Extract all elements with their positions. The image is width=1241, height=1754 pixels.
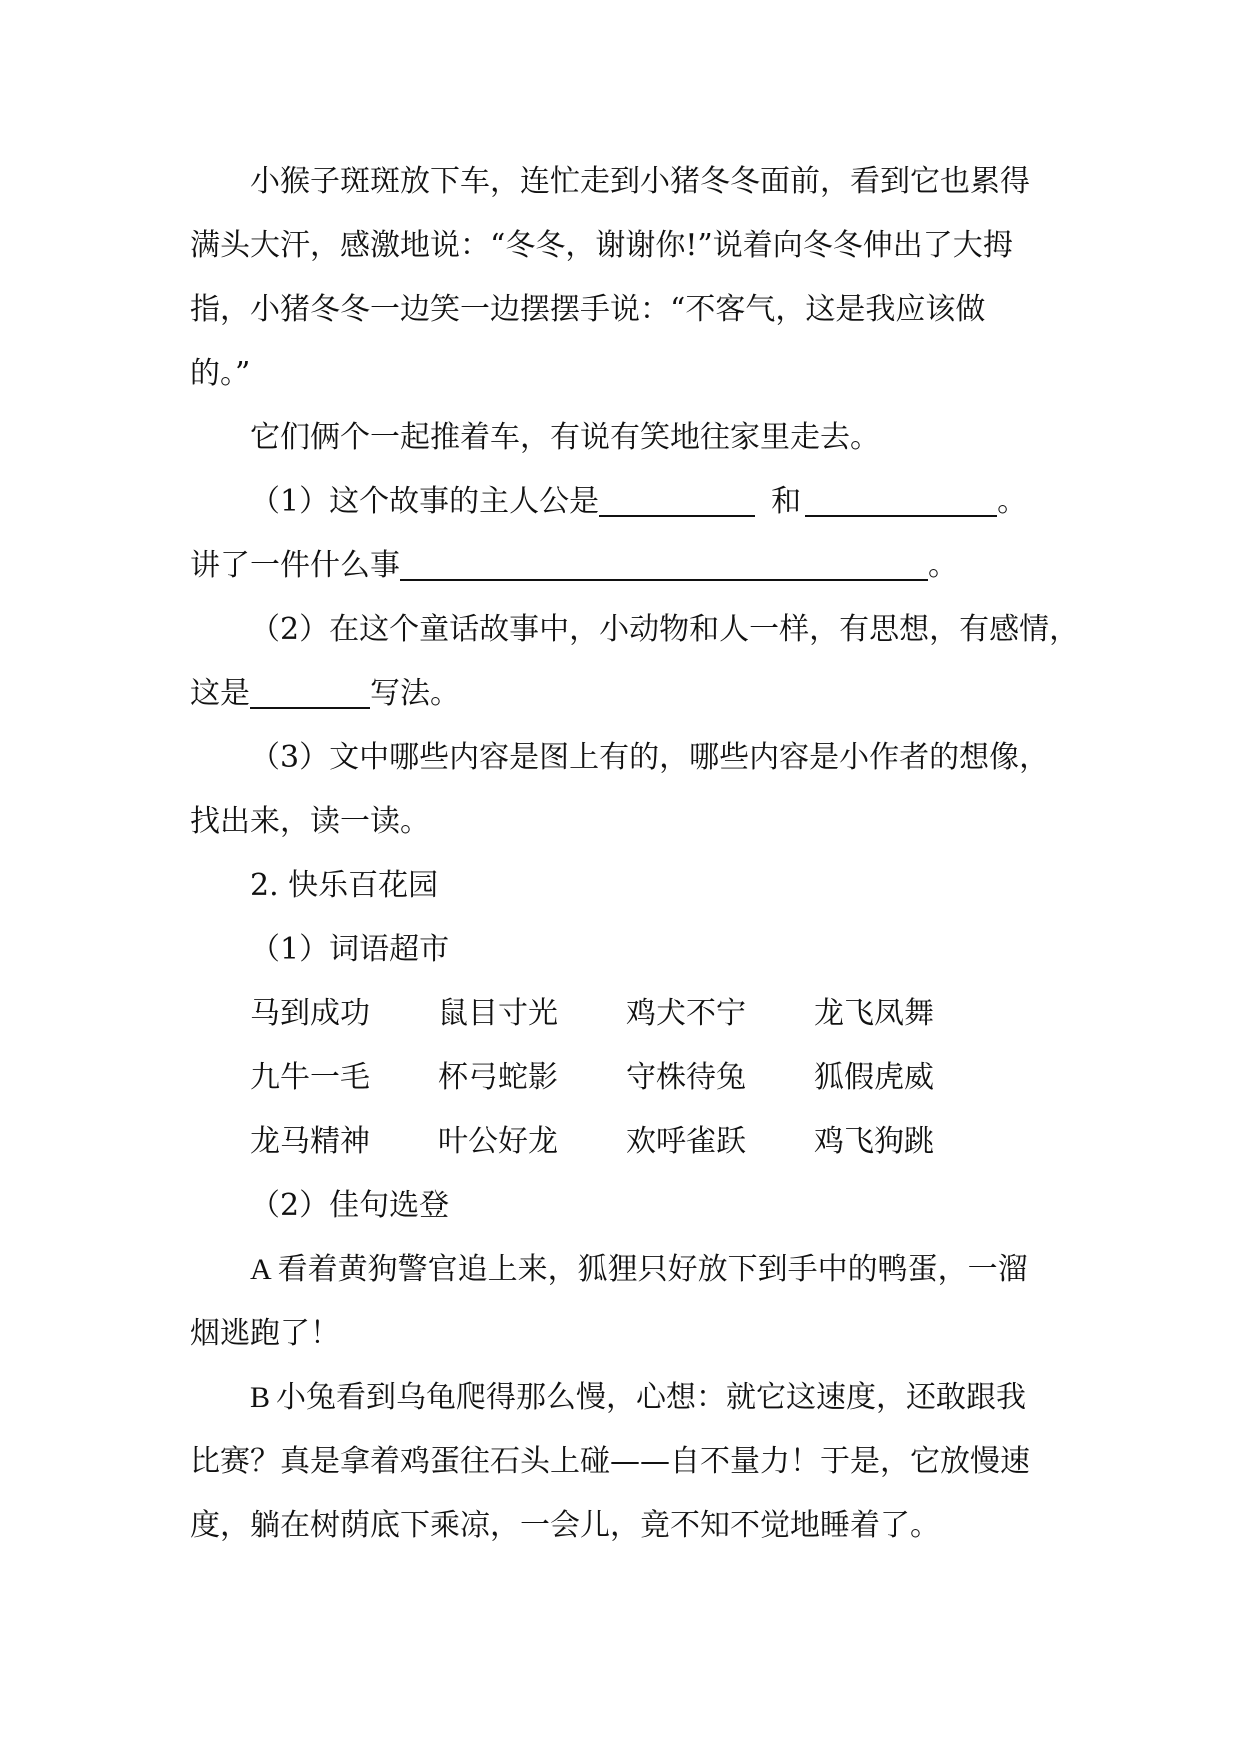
question-3-line-2: 找出来，读一读。 [190,804,430,839]
sentence-b-text: 小兔看到乌龟爬得那么慢，心想：就它这速度，还敢跟我 [276,1380,1027,1415]
sentence-a-letter: A [250,1253,272,1286]
story-paragraph-1-line-4: 的。” [190,356,251,391]
idiom: 鸡飞狗跳 [814,1124,934,1159]
document-page [190,150,1080,1558]
idiom-row [190,1110,1070,1174]
idiom: 叶公好龙 [438,1124,558,1159]
question-1-line-1 [190,470,1070,534]
idiom: 杯弓蛇影 [438,1060,558,1095]
question-2-line-2 [190,662,1070,726]
question-1-event-end: 。 [928,548,958,583]
question-1-and: 和 [771,484,802,519]
story-paragraph-1-line-3: 指，小猪冬冬一边笑一边摆摆手说：“不客气，这是我应该做 [190,292,986,327]
idiom: 欢呼雀跃 [626,1124,746,1159]
protagonist-1-blank[interactable] [599,475,755,517]
sentence-a-line-1 [190,1238,1070,1302]
writing-method-blank[interactable] [250,667,370,709]
sentence-b-line-2: 比赛？真是拿着鸡蛋往石头上碰——自不量力！于是，它放慢速 [190,1444,1030,1479]
idiom: 马到成功 [250,996,370,1031]
word-market-heading: （1）词语超市 [250,932,450,967]
story-paragraph-2: 它们俩个一起推着车，有说有笑地往家里走去。 [250,420,880,455]
sentence-b-letter: B [250,1381,271,1414]
question-1-line-2 [190,534,1070,598]
sentence-b-line-1 [190,1366,1070,1430]
sentence-a-text: 看着黄狗警官追上来，狐狸只好放下到手中的鸭蛋，一溜 [277,1252,1028,1287]
question-2-line-1: （2）在这个童话故事中，小动物和人一样，有思想，有感情， [250,612,1080,647]
idiom: 龙飞凤舞 [814,996,934,1031]
question-2-prefix: 这是 [190,676,250,711]
story-event-blank[interactable] [400,539,928,581]
idiom-row [190,1046,1070,1110]
idiom: 鼠目寸光 [438,996,558,1031]
question-3-line-1: （3）文中哪些内容是图上有的，哪些内容是小作者的想像， [250,740,1050,775]
sentence-a-line-2: 烟逃跑了！ [190,1316,340,1351]
protagonist-2-blank[interactable] [805,475,997,517]
selected-sentences-heading: （2）佳句选登 [250,1188,450,1223]
story-paragraph-1-line-1: 小猴子斑斑放下车，连忙走到小猪冬冬面前，看到它也累得 [250,164,1030,199]
question-1-end: 。 [997,484,1028,519]
idiom: 鸡犬不宁 [626,996,746,1031]
question-1-event-prefix: 讲了一件什么事 [190,548,400,583]
question-1-prefix: （1）这个故事的主人公是 [250,484,600,519]
section-2-title: 2. 快乐百花园 [250,868,439,903]
story-paragraph-1-line-2: 满头大汗，感激地说：“冬冬，谢谢你!”说着向冬冬伸出了大拇 [190,228,1013,263]
idiom: 九牛一毛 [250,1060,370,1095]
idiom: 守株待兔 [626,1060,746,1095]
idiom: 狐假虎威 [814,1060,934,1095]
idiom: 龙马精神 [250,1124,370,1159]
sentence-b-line-3: 度，躺在树荫底下乘凉，一会儿，竟不知不觉地睡着了。 [190,1508,940,1543]
question-2-suffix: 写法。 [370,676,460,711]
idiom-row [190,982,1070,1046]
